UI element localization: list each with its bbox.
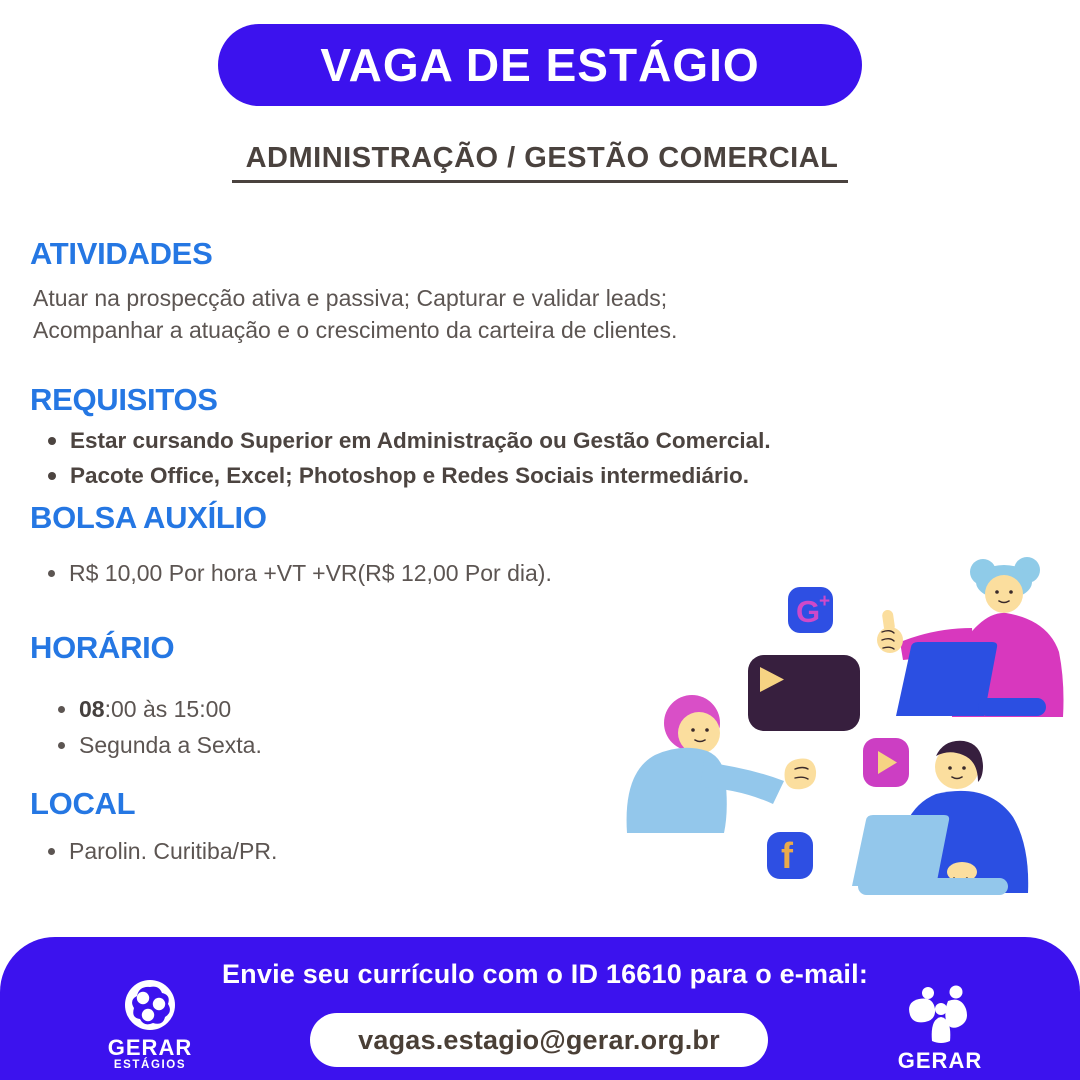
banner [218,24,862,106]
gerar-icon [904,985,976,1043]
google-plus-icon [788,587,833,633]
logo-gerar-estagios [92,979,208,1072]
logo-left-title: GERAR [107,1035,193,1060]
list-item [58,732,262,759]
horario-item-2: Segunda a Sexta. [79,732,262,758]
list-item [48,463,771,489]
local-list [48,838,277,874]
requisitos-item-2: Pacote Office, Excel; Photoshop e Redes Sociais intermediário. [70,463,749,488]
horario-hours-bold: 08 [79,696,105,722]
logo-left-subtitle: ESTÁGIOS [113,1059,187,1071]
section-heading-requisitos: REQUISITOS [30,382,218,417]
facebook-icon [767,832,813,879]
bullet-icon [58,742,65,749]
bullet-icon [48,472,56,480]
section-heading-atividades: ATIVIDADES [30,236,213,271]
bolsa-auxilio-list [48,560,552,596]
requisitos-item-1: Estar cursando Superior em Administração ou Gestão Comercial. [70,428,771,453]
horario-hours-rest: :00 às 15:00 [104,696,232,722]
email-address: vagas.estagio@gerar.org.br [358,1024,720,1055]
section-heading-horario: HORÁRIO [30,630,175,665]
local-item-1: Parolin. Curitiba/PR. [69,838,278,864]
woman-with-laptop [877,557,1064,717]
list-item [48,560,552,587]
bullet-icon [58,706,65,713]
requisitos-list [48,428,771,498]
email-pill [310,1013,768,1067]
list-item [48,428,771,454]
section-heading-local: LOCAL [30,786,136,821]
bullet-icon [48,848,55,855]
play-icon [863,738,909,787]
bullet-icon [48,437,56,445]
section-heading-bolsa-auxilio: BOLSA AUXÍLIO [30,500,267,535]
atividades-line-1: Atuar na prospecção ativa e passiva; Capturar e validar leads; [33,285,668,311]
svg-text:+: + [819,591,831,612]
atividades-paragraph [33,282,677,346]
horario-item-1 [79,696,231,723]
job-title: ADMINISTRAÇÃO / GESTÃO COMERCIAL [232,142,849,183]
svg-text:G: G [796,594,821,629]
bullet-icon [48,570,55,577]
logo-right-title: GERAR [897,1048,983,1073]
teamwork-illustration [600,540,1070,930]
svg-text:f: f [781,835,793,876]
logo-gerar [880,985,1000,1074]
list-item [58,696,262,723]
footer [0,937,1080,1080]
laptop [852,815,949,886]
job-title-wrap [0,142,1080,183]
list-item [48,838,277,865]
horario-list [58,696,262,768]
video-player-icon [748,655,860,731]
atividades-line-2: Acompanhar a atuação e o crescimento da carteira de clientes. [33,317,678,343]
gerar-estagios-icon [124,979,176,1031]
banner-title: VAGA DE ESTÁGIO [320,39,760,91]
footer-headline: Envie seu currículo com o ID 16610 para o e-mail: [221,959,869,989]
bolsa-auxilio-item-1: R$ 10,00 Por hora +VT +VR(R$ 12,00 Por dia). [69,560,552,586]
